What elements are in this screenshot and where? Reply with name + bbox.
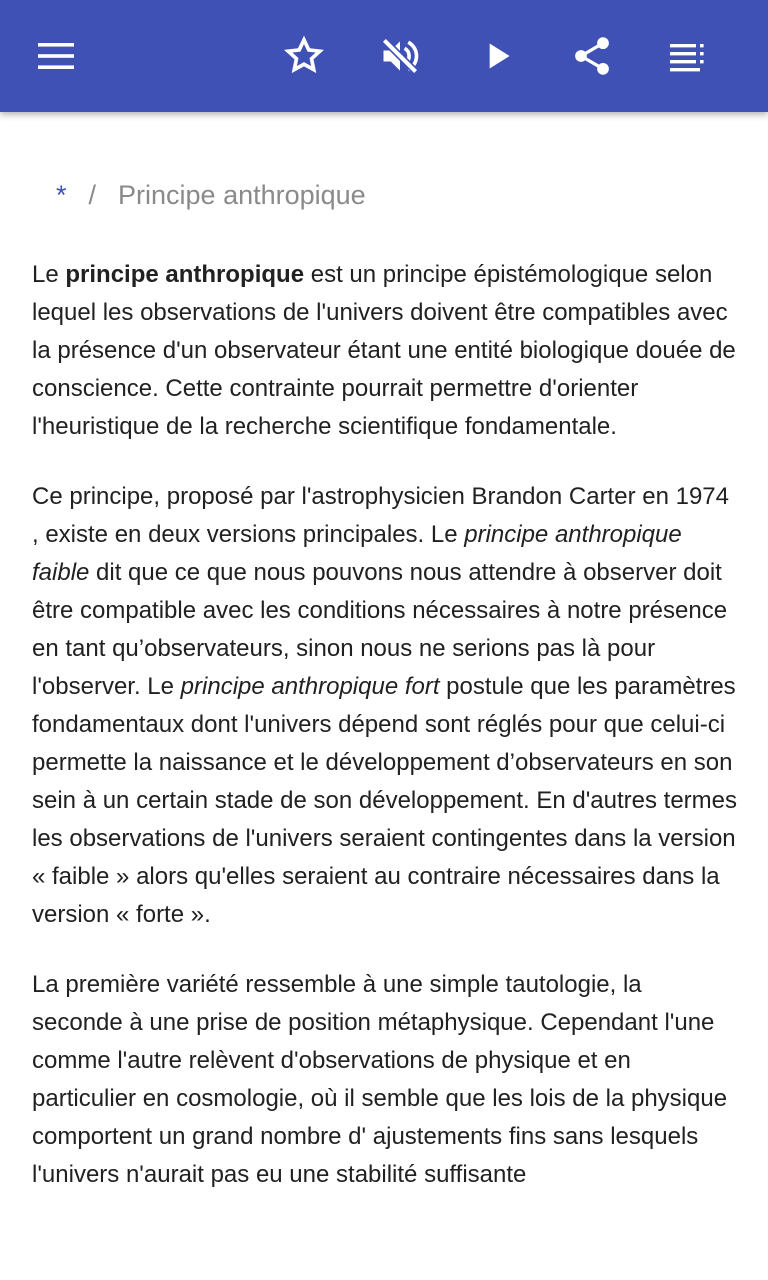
emphasis-weak-principle: principe anthropique faible	[32, 521, 682, 586]
menu-button[interactable]	[24, 24, 88, 88]
mute-button[interactable]	[368, 24, 432, 88]
article-body	[32, 256, 738, 1226]
bookmark-button[interactable]	[272, 24, 336, 88]
breadcrumb-current: Principe anthropique	[118, 180, 366, 210]
article-paragraph-2	[32, 478, 738, 934]
paragraph-text: dit que ce que nous pouvons nous attendre à observer doit être compatible avec les conditions nécessaires à notre présence en tant qu’observateurs, sinon nous ne serions pas là pour l'observer. Le	[32, 559, 728, 700]
play-icon	[478, 36, 518, 76]
star-outline-icon	[282, 34, 326, 78]
paragraph-text: Ce principe, proposé par l'astrophysicien Brandon Carter en 1974 , existe en deux versions principales. Le	[32, 483, 729, 548]
table-of-contents-button[interactable]	[656, 24, 720, 88]
app-toolbar	[0, 0, 768, 112]
share-button[interactable]	[560, 24, 624, 88]
breadcrumb-root-link[interactable]: *	[56, 180, 67, 210]
article-subject-bold: principe anthropique	[65, 261, 305, 288]
breadcrumb-separator: /	[88, 180, 97, 210]
playlist-icon	[668, 36, 708, 76]
article-paragraph-3: La première variété ressemble à une simple tautologie, la seconde à une prise de position métaphysique. Cependant l'une comme l'autre relèvent d'observations de physique et en particulier en cosmologie, où il semble que les lois de la physique comportent un grand nombre d' ajustements fins sans lesquels l'univers n'aurait pas eu une stabilité suffisante	[32, 971, 728, 1188]
emphasis-strong-principle: principe anthropique fort	[180, 673, 440, 700]
breadcrumb	[56, 180, 366, 211]
play-button[interactable]	[466, 24, 530, 88]
share-icon	[570, 34, 614, 78]
volume-off-icon	[378, 34, 422, 78]
paragraph-text: Le	[32, 261, 66, 288]
article-paragraph-1	[32, 256, 738, 446]
hamburger-menu-icon	[36, 36, 76, 76]
article-content	[0, 112, 768, 1280]
paragraph-text: est un principe épistémologique selon lequel les observations de l'univers doivent être compatibles avec la présence d'un observateur étant une entité biologique douée de conscience. Cette contrainte pourrait permettre d'orienter l'heuristique de la recherche scientifique fondamentale.	[32, 261, 736, 440]
paragraph-text: postule que les paramètres fondamentaux dont l'univers dépend sont réglés pour que celui-ci permette la naissance et le développement d’observateurs en son sein à un certain stade de son développement. En d'autres termes les observations de l'univers seraient contingentes dans la version « faible » alors qu'elles seraient au contraire nécessaires dans la version « forte ».	[32, 673, 738, 928]
